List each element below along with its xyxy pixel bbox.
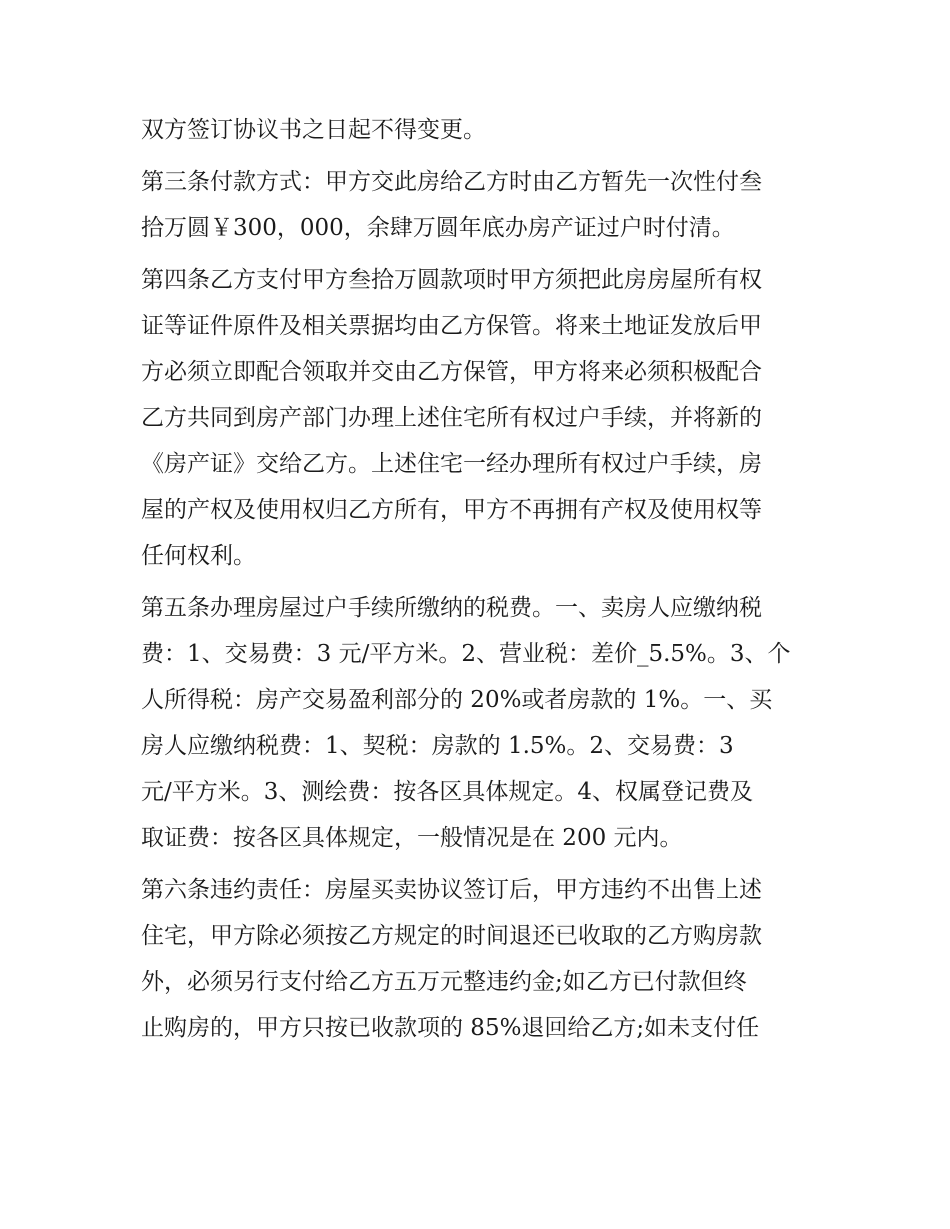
document-body [141,107,813,1051]
text-line: 第四条乙方支付甲方叁拾万圆款项时甲方须把此房房屋所有权 [141,267,762,293]
text-line: 《房产证》交给乙方。上述住宅一经办理所有权过户手续，房 [141,451,762,477]
text-line: 屋的产权及使用权归乙方所有，甲方不再拥有产权及使用权等 [141,497,762,523]
text-line: 第六条违约责任：房屋买卖协议签订后，甲方违约不出售上述 [141,877,762,903]
text-line: 住宅，甲方除必须按乙方规定的时间退还已收取的乙方购房款 [141,923,762,949]
text-line: 第五条办理房屋过户手续所缴纳的税费。一、卖房人应缴纳税 [141,595,762,621]
text-line: 第三条付款方式：甲方交此房给乙方时由乙方暂先一次性付叁 [141,169,762,195]
text-line: 乙方共同到房产部门办理上述住宅所有权过户手续，并将新的 [141,405,762,431]
text-line: 元/平方米。3、测绘费：按各区具体规定。4、权属登记费及 [141,779,754,805]
text-line: 费：1、交易费：3 元/平方米。2、营业税：差价_5.5%。3、个 [141,641,791,667]
text-line: 房人应缴纳税费：1、契税：房款的 1.5%。2、交易费：3 [141,733,734,759]
text-line: 方必须立即配合领取并交由乙方保管，甲方将来必须积极配合 [141,359,762,385]
text-line: 证等证件原件及相关票据均由乙方保管。将来土地证发放后甲 [141,313,762,339]
text-line: 取证费：按各区具体规定，一般情况是在 200 元内。 [141,825,683,851]
text-line: 止购房的，甲方只按已收款项的 85%退回给乙方;如未支付任 [141,1015,760,1041]
text-line: 任何权利。 [141,543,256,569]
text-line: 双方签订协议书之日起不得变更。 [141,117,486,143]
text-line: 外，必须另行支付给乙方五万元整违约金;如乙方已付款但终 [141,969,747,995]
text-line: 拾万圆￥300，000，余肆万圆年底办房产证过户时付清。 [141,215,735,241]
text-line: 人所得税：房产交易盈利部分的 20%或者房款的 1%。一、买 [141,687,773,713]
